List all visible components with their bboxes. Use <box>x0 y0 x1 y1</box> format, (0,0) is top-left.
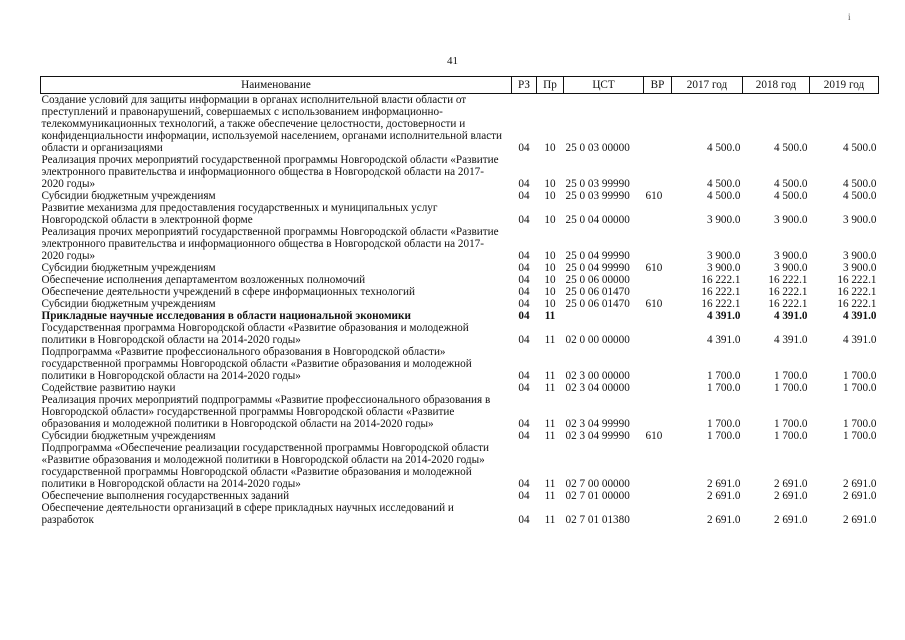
row-vr <box>644 154 672 190</box>
row-vr <box>644 394 672 430</box>
row-rz: 04 <box>518 490 530 502</box>
row-value-2018: 3 900.0 <box>773 250 808 262</box>
row-pr: 11 <box>544 418 556 430</box>
row-rz: 04 <box>518 250 530 262</box>
table-row <box>41 322 879 346</box>
row-cst: 02 7 00 00000 <box>565 478 630 490</box>
row-cst: 02 0 00 00000 <box>565 334 630 346</box>
table-row <box>41 382 879 394</box>
row-cst: 02 7 01 01380 <box>565 514 630 526</box>
row-value-2018: 16 222.1 <box>768 286 808 298</box>
row-value-2018: 1 700.0 <box>773 382 808 394</box>
row-value-2018: 4 391.0 <box>773 334 808 346</box>
row-value-2017: 1 700.0 <box>706 370 741 382</box>
row-value-2019: 4 500.0 <box>842 178 877 190</box>
row-vr <box>644 502 672 526</box>
row-cst: 25 0 04 99990 <box>565 250 630 262</box>
row-pr: 10 <box>544 250 556 262</box>
row-value-2017: 2 691.0 <box>706 490 741 502</box>
row-value-2018: 1 700.0 <box>773 418 808 430</box>
row-cst: 25 0 03 99990 <box>565 178 630 190</box>
row-rz: 04 <box>518 514 530 526</box>
row-value-2017: 16 222.1 <box>701 274 741 286</box>
row-vr <box>644 274 672 286</box>
row-value-2019: 4 391.0 <box>842 334 877 346</box>
row-pr: 11 <box>544 382 556 394</box>
row-value-2019: 1 700.0 <box>842 370 877 382</box>
header-2019: 2019 год <box>810 77 879 94</box>
row-vr <box>644 310 672 322</box>
row-value-2019: 1 700.0 <box>842 382 877 394</box>
table-row <box>41 274 879 286</box>
row-cst: 02 7 01 00000 <box>565 490 630 502</box>
row-cst: 02 3 04 99990 <box>565 430 630 442</box>
row-pr: 11 <box>544 514 556 526</box>
row-value-2018: 1 700.0 <box>773 370 808 382</box>
row-pr: 10 <box>544 274 556 286</box>
row-name: Субсидии бюджетным учреждениям <box>41 262 216 274</box>
header-2017: 2017 год <box>672 77 743 94</box>
row-cst: 25 0 04 00000 <box>565 214 630 226</box>
row-rz: 04 <box>518 310 530 322</box>
row-vr: 610 <box>645 190 663 202</box>
row-value-2017: 3 900.0 <box>706 214 741 226</box>
row-name: Подпрограмма «Развитие профессионального образования в Новгородской области» государственной программы Новгородской области «Развитие образования и молодежной политики в Новгородской области на 2014-2020 годы» <box>41 346 472 382</box>
row-name: Государственная программа Новгородской области «Развитие образования и молодежной политики в Новгородской области на 2014-2020 годы» <box>41 322 469 346</box>
row-cst: 02 3 04 00000 <box>565 382 630 394</box>
row-vr: 610 <box>645 430 663 442</box>
row-pr: 10 <box>544 178 556 190</box>
header-vr: ВР <box>644 77 672 94</box>
row-pr: 10 <box>544 190 556 202</box>
row-rz: 04 <box>518 190 530 202</box>
row-rz: 04 <box>518 298 530 310</box>
row-name: Создание условий для защиты информации в органах исполнительной власти области от преступлений и правонарушений, совершаемых с использованием информационно-телекоммуникационных технологий, а также обеспечение целостности, достоверности и конфиденциальности информации, используемой населением, органами исполнительной власти области и организациями <box>41 94 503 154</box>
row-cst: 02 3 00 00000 <box>565 370 630 382</box>
row-name: Реализация прочих мероприятий государственной программы Новгородской области «Развитие электронного правительства и информационного общества в Новгородской области на 2017-2020 годы» <box>41 226 499 262</box>
header-rz: РЗ <box>512 77 537 94</box>
row-name: Субсидии бюджетным учреждениям <box>41 190 216 202</box>
row-cst <box>564 310 644 322</box>
row-name: Субсидии бюджетным учреждениям <box>41 430 216 442</box>
row-name: Содействие развитию науки <box>41 382 176 394</box>
row-name: Прикладные научные исследования в области национальной экономики <box>41 310 411 322</box>
row-value-2018: 4 391.0 <box>773 310 808 322</box>
row-value-2018: 1 700.0 <box>773 430 808 442</box>
row-vr <box>644 442 672 490</box>
row-rz: 04 <box>518 370 530 382</box>
table-row <box>41 262 879 274</box>
row-value-2018: 16 222.1 <box>768 298 808 310</box>
row-name: Субсидии бюджетным учреждениям <box>41 298 216 310</box>
row-vr <box>644 94 672 155</box>
row-value-2017: 4 500.0 <box>706 190 741 202</box>
row-value-2017: 1 700.0 <box>706 382 741 394</box>
row-pr: 11 <box>544 478 556 490</box>
row-value-2019: 1 700.0 <box>842 418 877 430</box>
row-rz: 04 <box>518 274 530 286</box>
row-value-2018: 4 500.0 <box>773 142 808 154</box>
row-cst: 25 0 06 01470 <box>565 298 630 310</box>
row-value-2019: 4 500.0 <box>842 190 877 202</box>
row-value-2019: 4 500.0 <box>842 142 877 154</box>
row-rz: 04 <box>518 142 530 154</box>
row-value-2019: 3 900.0 <box>842 262 877 274</box>
row-value-2017: 4 500.0 <box>706 178 741 190</box>
row-value-2017: 16 222.1 <box>701 298 741 310</box>
page-number: 41 <box>447 55 458 67</box>
row-value-2018: 3 900.0 <box>773 214 808 226</box>
row-value-2017: 3 900.0 <box>706 250 741 262</box>
row-rz: 04 <box>518 418 530 430</box>
table-row <box>41 502 879 526</box>
row-value-2017: 1 700.0 <box>706 418 741 430</box>
row-pr: 10 <box>544 298 556 310</box>
row-vr <box>644 382 672 394</box>
budget-table <box>40 76 879 526</box>
row-rz: 04 <box>518 178 530 190</box>
table-row <box>41 394 879 430</box>
row-rz: 04 <box>518 262 530 274</box>
row-pr: 10 <box>544 286 556 298</box>
row-name: Обеспечение исполнения департаментом возложенных полномочий <box>41 274 366 286</box>
row-value-2018: 2 691.0 <box>773 514 808 526</box>
row-value-2019: 16 222.1 <box>837 298 877 310</box>
row-name: Обеспечение выполнения государственных заданий <box>41 490 290 502</box>
table-row <box>41 226 879 262</box>
row-value-2019: 3 900.0 <box>842 250 877 262</box>
header-pr: Пр <box>537 77 564 94</box>
row-value-2018: 2 691.0 <box>773 490 808 502</box>
header-name: Наименование <box>41 77 512 94</box>
corner-mark: i <box>848 12 851 22</box>
row-value-2018: 16 222.1 <box>768 274 808 286</box>
table-row <box>41 442 879 490</box>
row-value-2017: 3 900.0 <box>706 262 741 274</box>
row-name: Обеспечение деятельности организаций в сфере прикладных научных исследований и разработок <box>41 502 454 526</box>
table-row <box>41 298 879 310</box>
table-row <box>41 94 879 155</box>
header-cst: ЦСТ <box>564 77 644 94</box>
row-value-2017: 1 700.0 <box>706 430 741 442</box>
row-value-2017: 4 391.0 <box>706 334 741 346</box>
row-cst: 25 0 04 99990 <box>565 262 630 274</box>
row-value-2019: 1 700.0 <box>842 430 877 442</box>
row-vr <box>644 322 672 346</box>
table-row <box>41 202 879 226</box>
row-value-2019: 16 222.1 <box>837 274 877 286</box>
row-rz: 04 <box>518 214 530 226</box>
row-rz: 04 <box>518 430 530 442</box>
row-name: Реализация прочих мероприятий подпрограммы «Развитие профессионального образования в Новгородской области» государственной программы Новгородской области «Развитие образования и молодежной политики в Новгородской области на 2014-2020 годы» <box>41 394 491 430</box>
row-value-2017: 4 500.0 <box>706 142 741 154</box>
row-value-2019: 2 691.0 <box>842 478 877 490</box>
row-value-2019: 2 691.0 <box>842 490 877 502</box>
row-value-2019: 4 391.0 <box>842 310 877 322</box>
row-cst: 25 0 06 01470 <box>565 286 630 298</box>
row-pr: 10 <box>544 262 556 274</box>
table-row <box>41 286 879 298</box>
row-value-2019: 16 222.1 <box>837 286 877 298</box>
table-header-row <box>41 77 879 94</box>
row-pr: 11 <box>544 430 556 442</box>
row-pr: 10 <box>544 142 556 154</box>
row-name: Обеспечение деятельности учреждений в сфере информационных технологий <box>41 286 415 298</box>
row-value-2017: 2 691.0 <box>706 478 741 490</box>
row-value-2018: 4 500.0 <box>773 190 808 202</box>
row-value-2019: 3 900.0 <box>842 214 877 226</box>
row-name: Реализация прочих мероприятий государственной программы Новгородской области «Развитие электронного правительства и информационного общества в Новгородской области на 2017-2020 годы» <box>41 154 499 190</box>
row-pr: 11 <box>544 370 556 382</box>
row-pr: 11 <box>544 334 556 346</box>
row-rz: 04 <box>518 286 530 298</box>
row-vr <box>644 490 672 502</box>
table-body <box>41 94 879 527</box>
row-value-2017: 16 222.1 <box>701 286 741 298</box>
row-rz: 04 <box>518 334 530 346</box>
row-value-2018: 4 500.0 <box>773 178 808 190</box>
row-vr: 610 <box>645 262 663 274</box>
row-cst: 25 0 03 00000 <box>565 142 630 154</box>
row-value-2017: 2 691.0 <box>706 514 741 526</box>
row-value-2018: 3 900.0 <box>773 262 808 274</box>
row-pr: 11 <box>544 490 556 502</box>
row-cst: 25 0 06 00000 <box>565 274 630 286</box>
row-name: Подпрограмма «Обеспечение реализации государственной программы Новгородской области «Развитие образования и молодежной политики в Новгородской области на 2014-2020 годы» государственной программы Новгородской области «Развитие образования и молодежной политики в Новгородской области на 2014-2020 годы» <box>41 442 489 490</box>
row-rz: 04 <box>518 382 530 394</box>
row-cst: 02 3 04 99990 <box>565 418 630 430</box>
row-value-2018: 2 691.0 <box>773 478 808 490</box>
table-row <box>41 430 879 442</box>
header-2018: 2018 год <box>743 77 810 94</box>
table-row <box>41 154 879 190</box>
table-row <box>41 190 879 202</box>
row-vr <box>644 202 672 226</box>
row-name: Развитие механизма для предоставления государственных и муниципальных услуг Новгородской области в электронной форме <box>41 202 438 226</box>
table-row <box>41 310 879 322</box>
row-cst: 25 0 03 99990 <box>565 190 630 202</box>
row-vr: 610 <box>645 298 663 310</box>
row-rz: 04 <box>518 478 530 490</box>
row-vr <box>644 286 672 298</box>
row-value-2019: 2 691.0 <box>842 514 877 526</box>
row-vr <box>644 346 672 382</box>
table-row <box>41 346 879 382</box>
row-value-2017: 4 391.0 <box>706 310 741 322</box>
row-pr: 11 <box>544 310 556 322</box>
row-vr <box>644 226 672 262</box>
row-pr: 10 <box>544 214 556 226</box>
table-row <box>41 490 879 502</box>
